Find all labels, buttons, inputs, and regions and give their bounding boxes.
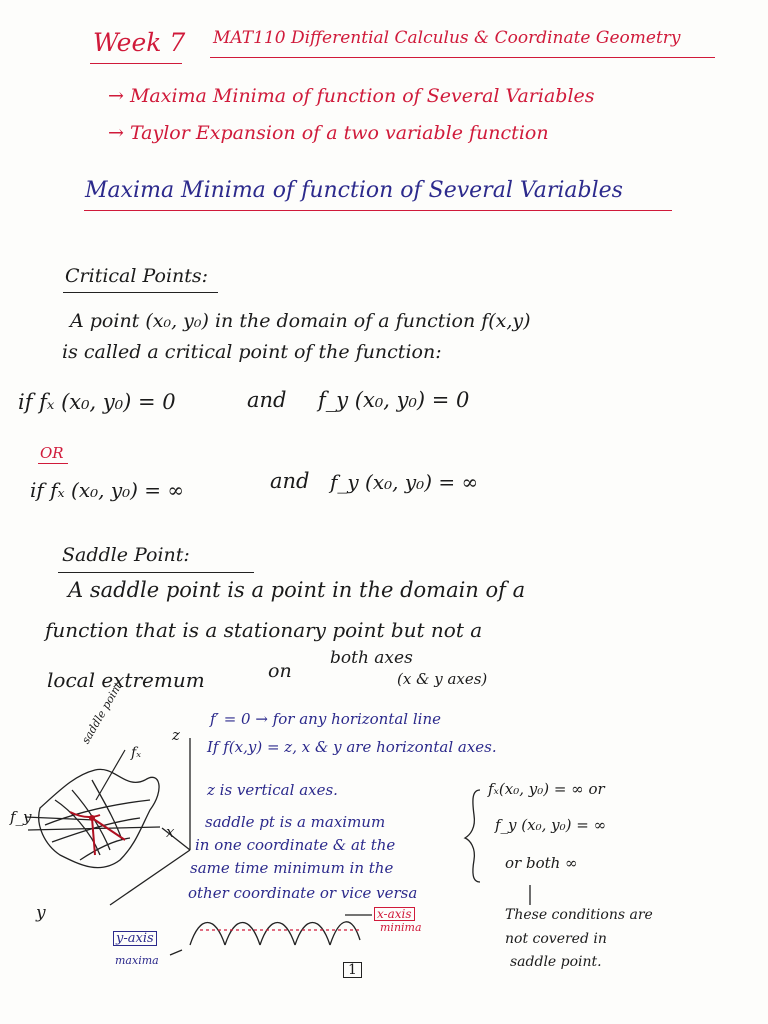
critical-heading: Critical Points: [65, 265, 209, 287]
note-1: f′ = 0 → for any horizontal line [210, 710, 441, 728]
saddle-line-2: function that is a stationary point but not a [45, 618, 483, 642]
course-title: MAT110 Differential Calculus & Coordinate Geometry [213, 28, 681, 48]
saddle-pointer-line [96, 750, 125, 800]
saddle-line-3a: local extremum [47, 668, 205, 692]
bump-4 [295, 923, 330, 946]
x-axis-tag: x-axis [374, 907, 415, 921]
note-6: same time minimum in the [190, 859, 394, 877]
conditions-footer-2: not covered in [505, 931, 607, 947]
diagram-fx-label: fₓ [131, 745, 142, 761]
condition-2-and: and [270, 469, 310, 493]
conditions-footer-3: saddle point. [510, 954, 602, 970]
saddle-heading: Saddle Point: [62, 544, 190, 566]
saddle-line-1: A saddle point is a point in the domain of a [68, 578, 526, 602]
page-number: 1 [343, 962, 362, 978]
minima-label: minima [380, 921, 422, 934]
note-3: z is vertical axes. [207, 781, 338, 799]
section-title: Maxima Minima of function of Several Variables [85, 178, 623, 203]
bump-3 [260, 923, 295, 946]
diagram-x-label: x [166, 823, 175, 841]
note-5: in one coordinate & at the [195, 836, 396, 854]
bump-1 [190, 923, 225, 946]
week-label: Week 7 [93, 28, 186, 57]
y-axis-tag: y-axis [113, 931, 157, 946]
critical-line-2: is called a critical point of the function: [62, 341, 442, 363]
diagram-y-label: y [36, 903, 46, 923]
maxima-label: maxima [115, 954, 159, 967]
or-label: OR [40, 444, 64, 462]
topic-1: → Maxima Minima of function of Several Variables [108, 85, 595, 107]
saddle-point-marker [89, 815, 95, 821]
condition-1-right: f_y (x₀, y₀) = 0 [318, 388, 470, 412]
conditions-brace [465, 790, 480, 882]
to-maxima-arrow [170, 950, 182, 955]
diagram-fy-label: f_y [10, 808, 32, 826]
condition-c2: f_y (x₀, y₀) = ∞ [495, 816, 607, 834]
saddle-line-3b: on [268, 660, 292, 682]
topic-2: → Taylor Expansion of a two variable function [108, 122, 549, 144]
condition-c3: or both ∞ [505, 854, 578, 872]
surface-grid-3 [92, 780, 122, 840]
diagram-saddle-label: saddle point [79, 680, 125, 746]
saddle-point-red-down [92, 818, 95, 855]
note-7: other coordinate or vice versa [188, 884, 418, 902]
note-2: If f(x,y) = z, x & y are horizontal axes. [207, 738, 497, 756]
condition-c1: fₓ(x₀, y₀) = ∞ or [488, 780, 605, 798]
critical-line-1: A point (x₀, y₀) in the domain of a function f(x,y) [70, 310, 531, 332]
diagram-z-label: z [172, 726, 180, 744]
both-axes: both axes [330, 648, 413, 668]
axes-note: (x & y axes) [397, 670, 488, 688]
condition-2-right: f_y (x₀, y₀) = ∞ [330, 470, 479, 494]
condition-1-and: and [247, 388, 287, 412]
condition-2-left: if fₓ (x₀, y₀) = ∞ [30, 478, 185, 502]
bump-5 [330, 922, 360, 945]
note-4: saddle pt is a maximum [205, 813, 386, 831]
condition-1-left: if fₓ (x₀, y₀) = 0 [18, 390, 176, 414]
bump-2 [225, 923, 260, 946]
conditions-footer-1: These conditions are [505, 907, 653, 923]
